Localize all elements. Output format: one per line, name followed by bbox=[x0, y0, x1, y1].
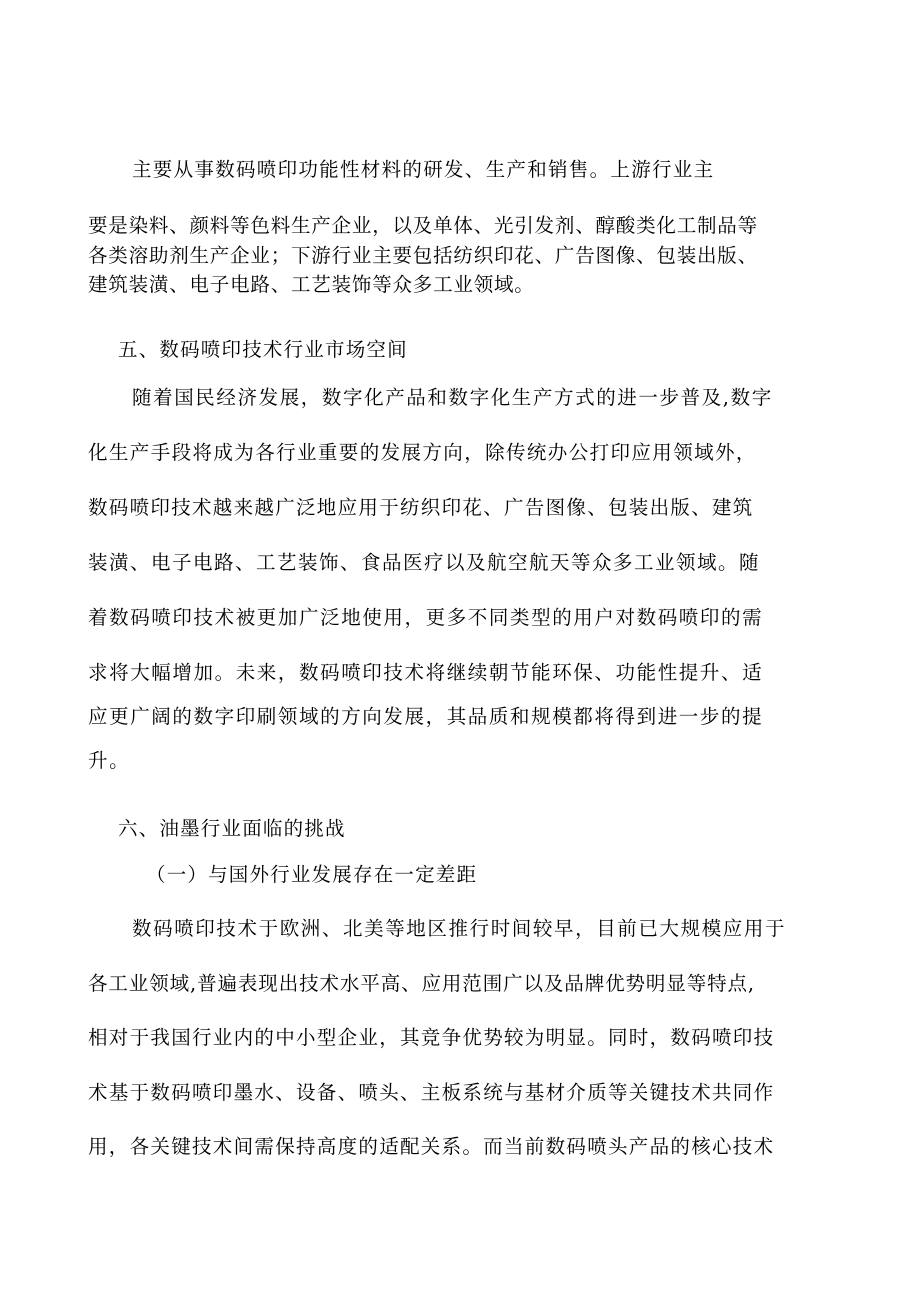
section5-line-2: 化生产手段将成为各行业重要的发展方向，除传统办公打印应用领域外， bbox=[88, 441, 757, 464]
intro-line-3: 各类溶助剂生产企业；下游行业主要包括纺织印花、广告图像、包装出版、 bbox=[88, 244, 758, 267]
intro-line-4: 建筑装潢、电子电路、工艺装饰等众多工业领域。 bbox=[88, 273, 535, 296]
section6-line-2: 各工业领域,普遍表现出技术水平高、应用范围广以及品牌优势明显等特点, bbox=[88, 972, 755, 995]
section6-line-1: 数码喷印技术于欧洲、北美等地区推行时间较早，目前已大规模应用于 bbox=[132, 917, 787, 940]
section6-line-4: 术基于数码喷印墨水、设备、喷头、主板系统与基材介质等关键技术共同作 bbox=[88, 1081, 775, 1104]
section5-line-1: 随着国民经济发展，数字化产品和数字化生产方式的进一步普及,数字 bbox=[132, 386, 773, 409]
section5-line-5: 着数码喷印技术被更加广泛地使用，更多不同类型的用户对数码喷印的需 bbox=[88, 606, 764, 629]
section6-line-5: 用，各关键技术间需保持高度的适配关系。而当前数码喷头产品的核心技术 bbox=[88, 1135, 775, 1158]
section6-subheading: （一）与国外行业发展存在一定差距 bbox=[146, 863, 478, 886]
section5-line-4: 装潢、电子电路、工艺装饰、食品医疗以及航空航天等众多工业领域。随 bbox=[88, 551, 761, 574]
section6-heading: 六、油墨行业面临的挑战 bbox=[118, 817, 346, 840]
intro-line-1: 主要从事数码喷印功能性材料的研发、生产和销售。上游行业主 bbox=[132, 158, 715, 181]
section5-heading: 五、数码喷印技术行业市场空间 bbox=[118, 338, 408, 361]
section6-line-3: 相对于我国行业内的中小型企业，其竞争优势较为明显。同时，数码喷印技 bbox=[88, 1026, 775, 1049]
section5-line-6: 求将大幅增加。未来，数码喷印技术将继续朝节能环保、功能性提升、适 bbox=[88, 661, 764, 684]
section5-line-8: 升。 bbox=[88, 749, 131, 772]
section5-line-7: 应更广阔的数字印刷领域的方向发展，其品质和规模都将得到进一步的提 bbox=[88, 705, 764, 728]
section5-line-3: 数码喷印技术越来越广泛地应用于纺织印花、广告图像、包装出版、建筑 bbox=[88, 496, 754, 519]
intro-line-2: 要是染料、颜料等色料生产企业，以及单体、光引发剂、醇酸类化工制品等 bbox=[88, 214, 758, 237]
